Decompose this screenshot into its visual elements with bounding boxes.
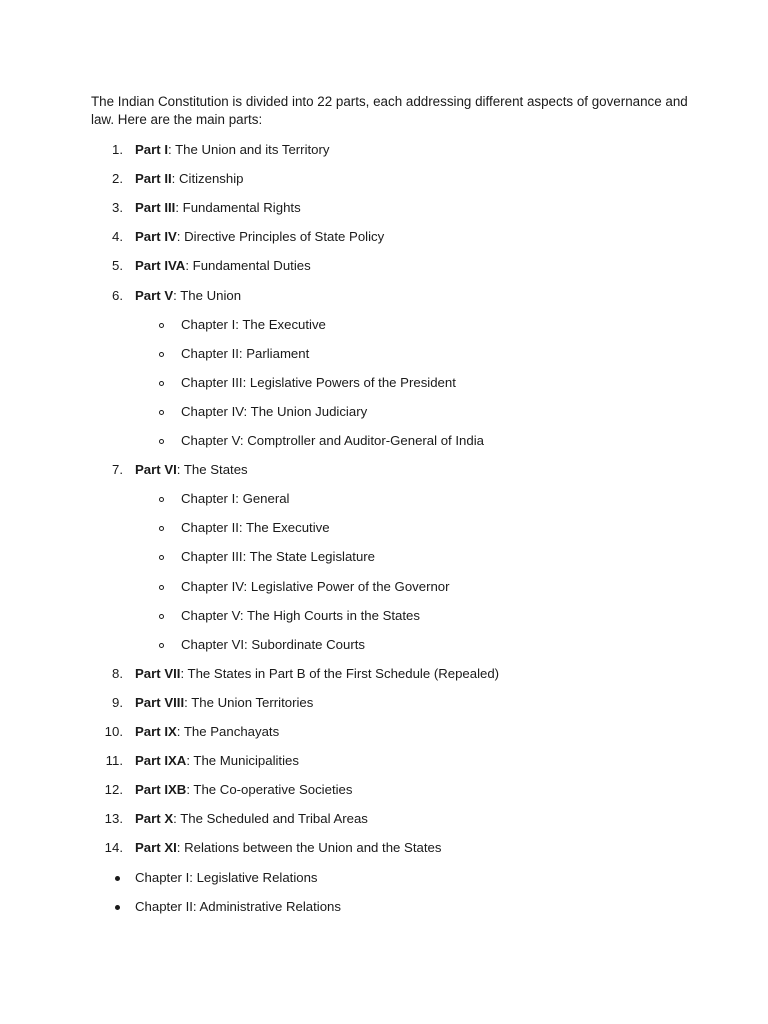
chapter-item: Chapter V: The High Courts in the States	[181, 607, 420, 623]
list-number: 13.	[104, 811, 123, 827]
chapter-item: Chapter II: The Executive	[181, 520, 330, 536]
hollow-bullet-icon	[159, 323, 164, 328]
part-title: : The Municipalities	[186, 753, 299, 769]
part-title: : The Union Territories	[184, 694, 314, 710]
chapter-item: Chapter IV: The Union Judiciary	[181, 403, 368, 419]
part-label: Part IXA	[135, 753, 187, 769]
part-label: Part I	[135, 142, 168, 157]
part-title: : Fundamental Rights	[175, 200, 301, 216]
part-label: Part X	[135, 811, 174, 827]
list-number: 1.	[112, 142, 123, 157]
hollow-bullet-icon	[159, 614, 164, 619]
list-number: 8.	[112, 665, 123, 681]
filled-bullet-icon	[115, 876, 120, 881]
chapter-item: Chapter II: Parliament	[181, 345, 310, 361]
list-number: 5.	[112, 258, 123, 274]
part-title: : Directive Principles of State Policy	[176, 229, 385, 245]
list-number: 12.	[104, 782, 123, 798]
list-number: 6.	[112, 287, 123, 303]
list-item	[135, 781, 352, 799]
list-item	[135, 199, 301, 217]
filled-bullet-icon	[115, 905, 120, 910]
list-number: 11.	[105, 753, 123, 769]
part-title: : Fundamental Duties	[185, 258, 311, 274]
part-title: : The Union	[173, 287, 242, 303]
list-item	[135, 170, 244, 188]
part-title: : The Co-operative Societies	[186, 782, 353, 798]
chapter-item: Chapter VI: Subordinate Courts	[181, 636, 365, 652]
list-number: 9.	[112, 694, 123, 710]
hollow-bullet-icon	[159, 410, 164, 415]
list-item	[135, 723, 279, 741]
hollow-bullet-icon	[159, 497, 164, 502]
chapter-item: Chapter I: The Executive	[181, 316, 326, 332]
part-label: Part V	[135, 287, 174, 303]
part-title: : The Panchayats	[176, 724, 280, 739]
hollow-bullet-icon	[159, 643, 164, 648]
list-item	[135, 141, 329, 159]
part-title: : Citizenship	[171, 171, 244, 187]
chapter-item: Chapter IV: Legislative Power of the Governor	[181, 578, 450, 594]
hollow-bullet-icon	[159, 352, 164, 357]
list-number: 7.	[112, 462, 123, 478]
part-label: Part III	[135, 200, 176, 216]
list-item	[135, 228, 384, 246]
list-item	[135, 287, 241, 305]
hollow-bullet-icon	[159, 381, 164, 386]
list-item	[135, 461, 248, 479]
part-title: : The States	[176, 462, 248, 478]
list-item	[135, 694, 313, 712]
part-title: : The Union and its Territory	[167, 142, 330, 157]
list-number: 14.	[104, 840, 123, 856]
part-label: Part VII	[135, 665, 181, 681]
part-label: Part IVA	[135, 258, 186, 274]
part-label: Part IV	[135, 229, 177, 245]
bullet-item: Chapter I: Legislative Relations	[135, 869, 318, 885]
part-title: : The States in Part B of the First Schedule (Repealed)	[180, 665, 500, 681]
list-number: 4.	[112, 229, 123, 245]
hollow-bullet-icon	[159, 555, 164, 560]
chapter-item: Chapter III: Legislative Powers of the President	[181, 374, 456, 390]
part-label: Part VIII	[135, 694, 185, 710]
hollow-bullet-icon	[159, 585, 164, 590]
list-item	[135, 752, 299, 770]
list-item	[135, 810, 368, 828]
list-number: 10.	[104, 724, 123, 739]
chapter-item: Chapter V: Comptroller and Auditor-General of India	[181, 433, 484, 448]
hollow-bullet-icon	[159, 526, 164, 531]
list-number: 2.	[112, 171, 123, 187]
list-item	[135, 665, 499, 683]
intro-paragraph: The Indian Constitution is divided into 22 parts, each addressing different aspects of governance and law. Here are the main parts:	[91, 94, 688, 127]
list-number: 3.	[112, 200, 123, 216]
part-title: : Relations between the Union and the States	[176, 840, 442, 856]
part-label: Part IXB	[135, 782, 187, 798]
part-label: Part IX	[135, 724, 177, 739]
list-item	[135, 257, 311, 275]
list-item	[135, 839, 441, 857]
chapter-item: Chapter I: General	[181, 491, 290, 507]
part-label: Part II	[135, 171, 172, 187]
bullet-item: Chapter II: Administrative Relations	[135, 898, 341, 914]
part-title: : The Scheduled and Tribal Areas	[173, 811, 368, 827]
part-label: Part XI	[135, 840, 177, 856]
hollow-bullet-icon	[159, 439, 164, 444]
chapter-item: Chapter III: The State Legislature	[181, 549, 376, 565]
part-label: Part VI	[135, 462, 177, 478]
